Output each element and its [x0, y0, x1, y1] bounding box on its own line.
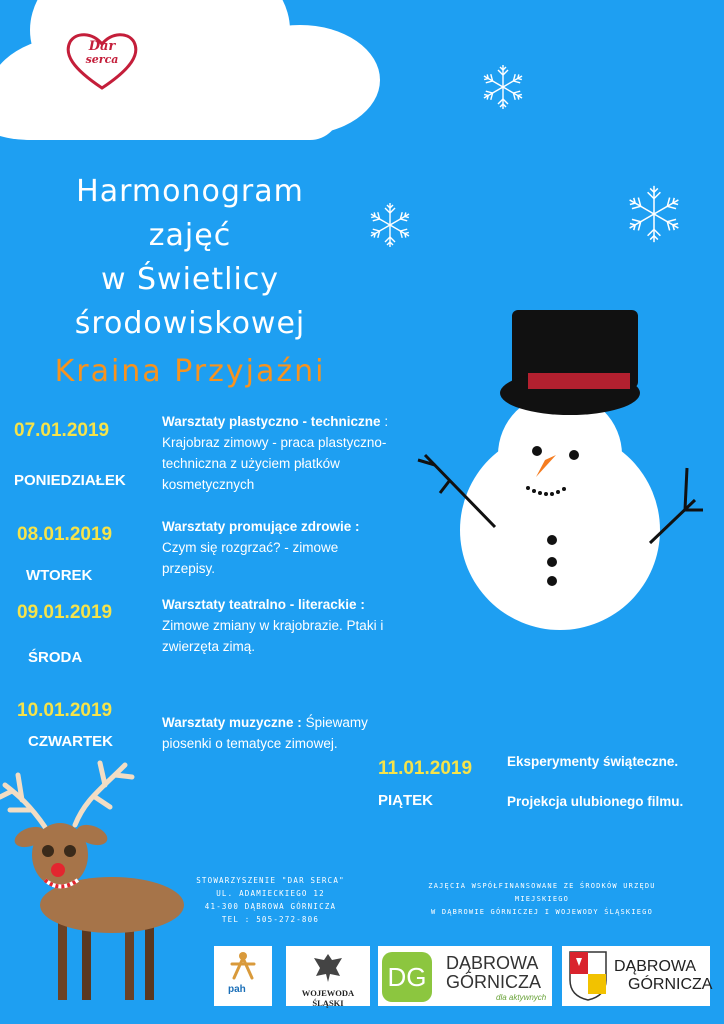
funding-note — [392, 880, 692, 919]
funding-line: MIEJSKIEGO — [514, 895, 570, 903]
city-line: DĄBROWA — [614, 958, 697, 975]
title-line: zajęć — [148, 218, 232, 253]
date-label: 07.01.2019 — [14, 420, 110, 441]
title-line: w Świetlicy — [100, 262, 280, 297]
coat-of-arms-icon — [568, 950, 608, 1002]
funding-line: W DĄBROWIE GÓRNICZEJ I WOJEWODY ŚLĄSKIEGO — [431, 908, 653, 916]
address-line: UL. ADAMIECKIEGO 12 — [216, 889, 325, 898]
page-subtitle: Kraina Przyjaźni — [54, 354, 326, 389]
wojewoda-label: WOJEWODA ŚLĄSKI — [301, 988, 355, 1008]
event-text: Czym się rozgrzać? - zimowe przepisy. — [162, 540, 339, 576]
city-line: GÓRNICZA — [628, 976, 713, 993]
event-text: : Krajobraz zimowy - praca plastyczno-techniczna z użyciem płatków kosmetycznych — [162, 414, 389, 492]
wojewoda-logo — [286, 946, 370, 1006]
event-title: Warsztaty plastyczno - techniczne — [162, 414, 381, 429]
event-title: Eksperymenty świąteczne. — [507, 754, 679, 769]
event-description — [162, 411, 397, 495]
pah-logo — [214, 946, 272, 1006]
address-line: 41-300 DĄBROWA GÓRNICZA — [204, 902, 337, 911]
date-label: 10.01.2019 — [17, 700, 113, 721]
dg-tagline: dla aktywnych — [496, 993, 547, 1002]
pah-label: pah — [228, 984, 246, 995]
funding-line: ZAJĘCIA WSPÓŁFINANSOWANE ZE ŚRODKÓW URZĘDU — [428, 882, 656, 890]
day-label: CZWARTEK — [28, 733, 113, 750]
dg-initials-icon: DG — [382, 952, 432, 1002]
event-title: Warsztaty promujące zdrowie : — [162, 519, 360, 534]
reindeer-illustration — [0, 755, 190, 1010]
dar-serca-logo — [62, 30, 142, 92]
address-line: STOWARZYSZENIE "DAR SERCA" — [196, 876, 345, 885]
event-title: Warsztaty muzyczne : — [162, 715, 302, 730]
event-text: Zimowe zmiany w krajobrazie. Ptaki i zwierzęta zimą. — [162, 618, 384, 654]
title-line: środowiskowej — [74, 306, 306, 341]
date-label: 09.01.2019 — [17, 602, 113, 623]
day-label: WTOREK — [26, 567, 93, 584]
pah-figure-icon — [214, 946, 272, 1006]
snowflake-icon — [365, 200, 415, 250]
address-line: TEL : 505-272-806 — [221, 915, 320, 924]
eagle-icon — [310, 950, 346, 986]
snowman-illustration — [410, 305, 710, 630]
event-description — [162, 712, 392, 754]
event-title: Warsztaty teatralno - literackie : — [162, 597, 365, 612]
day-label: ŚRODA — [28, 649, 83, 666]
page-title — [20, 170, 360, 346]
cloud-decoration — [0, 0, 380, 140]
day-label: PIĄTEK — [378, 792, 434, 809]
day-label: PONIEDZIAŁEK — [14, 472, 126, 489]
event-description — [162, 516, 372, 579]
snowflake-icon — [622, 182, 686, 246]
dg-line: DĄBROWA — [446, 953, 539, 973]
dabrowa-gornicza-city-logo — [562, 946, 713, 1006]
snowflake-icon — [478, 62, 528, 112]
organization-address — [178, 874, 363, 926]
logo-text-serca: serca — [85, 53, 119, 66]
event-text: Projekcja ulubionego filmu. — [507, 794, 684, 809]
event-description — [162, 594, 392, 657]
title-line: Harmonogram — [76, 174, 304, 209]
date-label: 11.01.2019 — [378, 758, 473, 779]
dabrowa-gornicza-active-logo — [378, 946, 552, 1006]
date-label: 08.01.2019 — [17, 524, 113, 545]
event-text: Śpiewamy piosenki o tematyce zimowej. — [162, 715, 368, 751]
dg-line: GÓRNICZA — [446, 972, 542, 992]
logo-text-dar: Dar — [88, 39, 116, 54]
